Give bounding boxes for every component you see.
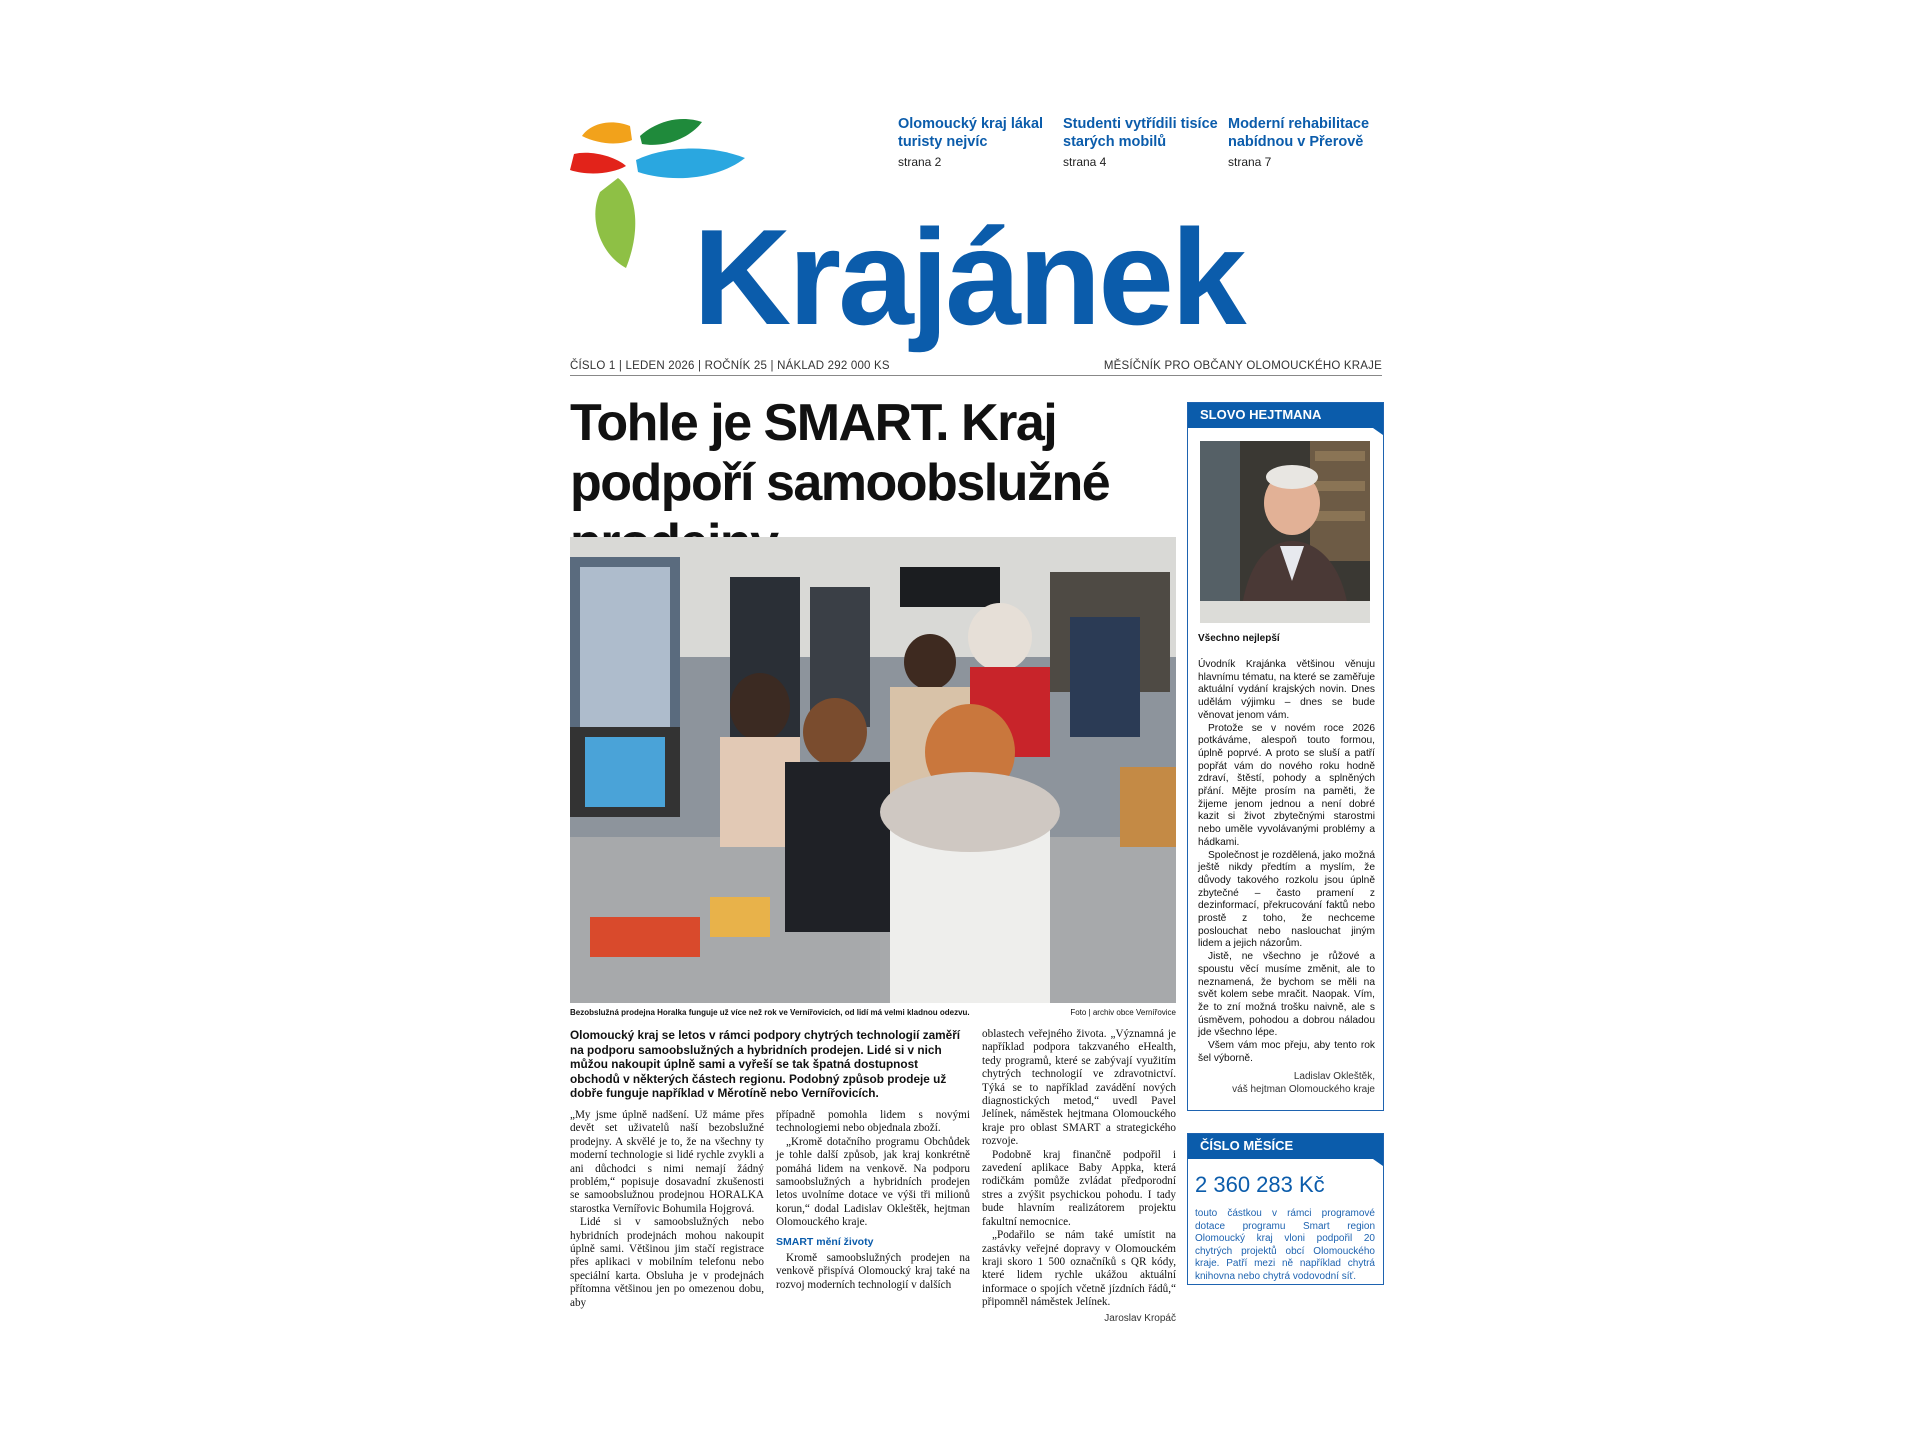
editorial-signature: [1198, 1070, 1375, 1096]
teaser-3[interactable]: [1228, 115, 1388, 169]
teaser-page: strana 2: [898, 155, 942, 169]
article-photo: [570, 537, 1176, 1003]
caption-text: Bezobslužná prodejna Horalka funguje už více než rok ve Vernířovicích, od lidí má velmi kladnou odezvu.: [570, 1008, 970, 1017]
editorial-text: [1198, 659, 1375, 1066]
newspaper-page: [570, 110, 1382, 1324]
teaser-1[interactable]: [898, 115, 1058, 169]
paragraph: Protože se v novém roce 2026 potkáváme, alespoň touto formou, úplně poprvé. A proto se sluší a patří popřát vám do nového roku hodně zdraví, štěstí, pohody a splněných přání. Mějte prosím na paměti, že žijeme jenom jednou a není dobré kazit si život zbytečnými starostmi nebo uměle vyvolávanými problémy a hádkami.: [1198, 722, 1375, 848]
number-of-month-box: [1187, 1133, 1384, 1285]
teaser-title: Moderní rehabilitace nabídnou v Přerově: [1228, 116, 1370, 150]
article-lead: Olomoucký kraj se letos v rámci podpory chytrých technologií zaměří na podporu samoobslužných a hybridních prodejen. Lidé si v nich můžou nakoupit úplně sami a vyřeší se tak špatná dostupnost obchodů v některých částech regionu. Podobný způsob prodeje už dobře funguje například v Měrotíně nebo Vernířovicích.: [570, 1028, 961, 1100]
photo-credit: Foto | archiv obce Vernířovice: [1070, 1008, 1176, 1017]
signature-name: Ladislav Okleštěk,: [1293, 1071, 1375, 1082]
paragraph: Všem vám moc přeju, aby tento rok šel výborně.: [1198, 1040, 1375, 1064]
teaser-page: strana 4: [1063, 155, 1107, 169]
paragraph: „My jsme úplně nadšení. Už máme přes devět set uživatelů naší bezobslužné prodejny. A skvělé je to, že na všechny ty moderní technologie si lidé rychle zvykli a ani důchodci s nimi nemají žádný problém,“ popisuje dosavadní zkušenosti se samoobslužnou prodejnou HORALKA starostka Vernířovic Bohumila Hojgrová.: [570, 1109, 764, 1215]
number-of-month-text: touto částkou v rámci programové dotace programu Smart region Olomoucký kraj vloni podpořil 20 chytrých projektů obcí Olomouckého kraje. Patří mezi ně například chytrá knihovna nebo chytrá vodovodní síť.: [1195, 1208, 1375, 1282]
masthead-title: Krajánek: [693, 201, 1244, 353]
paragraph: Kromě samoobslužných prodejen na venkově přispívá Olomoucký kraj také na rozvoj moderních technologií v dalších: [776, 1252, 970, 1291]
editorial-title: Všechno nejlepší: [1198, 633, 1280, 644]
publication-tagline: MĚSÍČNÍK PRO OBČANY OLOMOUCKÉHO KRAJE: [1103, 360, 1382, 372]
paragraph: Jistě, ne všechno je růžové a spoustu věcí musíme změnit, ale to neznamená, že bychom se měli na svět kolem sebe mračit. Naopak. Vím, že to zní možná trošku naivně, ale s úsměvem, pohodou a dobrou náladou jde všechno lépe.: [1198, 951, 1375, 1039]
number-of-month-value: 2 360 283 Kč: [1195, 1172, 1325, 1197]
article-subhead: SMART mění životy: [776, 1235, 874, 1248]
paragraph: Společnost je rozdělená, jako možná ještě nikdy předtím a myslím, že důvody takového rozkolu jsou úplně zbytečné – často pramení z dezinformací, překrucování faktů nebo prostě z toho, že nechceme poslouchat nebo naslouchat jiným lidem a jejich názorům.: [1198, 849, 1375, 950]
signature-role: váš hejtman Olomouckého kraje: [1232, 1084, 1375, 1095]
teaser-2[interactable]: [1063, 115, 1223, 169]
main-headline: Tohle je SMART. Kraj podpoří samoobslužné: [570, 394, 1110, 512]
issue-info: ČÍSLO 1 | LEDEN 2026 | ROČNÍK 25 | NÁKLAD 292 000 KS: [570, 360, 890, 372]
teaser-page: strana 7: [1228, 155, 1272, 169]
store-scene-image: [570, 537, 1176, 1003]
issue-info-bar: [570, 360, 1382, 376]
paragraph: oblastech veřejného života. „Významná je například podpora takzvaného eHealth, tedy programů, které se zabývají využitím chytrých technologií ve zdravotnictví. Týká se to například zavádění nových diagnostických metod,“ uvedl Pavel Jelínek, náměstek hejtmana Olomouckého kraje pro oblast SMART a strategického rozvoje.: [982, 1028, 1176, 1148]
governor-portrait: [1200, 441, 1370, 623]
governor-editorial-box: [1187, 402, 1384, 1111]
photo-caption: [570, 1008, 1176, 1017]
paragraph: Úvodník Krajánka většinou věnuju hlavnímu tématu, na které se zaměřuje aktuální vydání krajských novin. Dnes udělám výjimku – dnes se bude věnovat jenom vám.: [1198, 659, 1375, 721]
teaser-title: Studenti vytřídili tisíce starých mobilů: [1063, 116, 1218, 150]
number-box-heading: ČÍSLO MĚSÍCE: [1188, 1134, 1383, 1159]
article-column-1: [570, 1109, 764, 1310]
paragraph: případně pomohla lidem s novými technologiemi nebo objednala zboží.: [776, 1109, 970, 1135]
teaser-title: Olomoucký kraj lákal turisty nejvíc: [898, 116, 1044, 150]
article-column-3: [982, 1028, 1176, 1325]
paragraph: „Kromě dotačního programu Obchůdek je tohle další způsob, jak kraj konkrétně pomáhá lidem na venkově. Na podporu samoobslužných a hybridních prodejen letos uvolníme dotace ve výši tři milionů korun,“ dodal Ladislav Okleštěk, hejtman Olomouckého kraje.: [776, 1135, 970, 1229]
paragraph: „Podařilo se nám také umístit na zastávky veřejné dopravy v Olomouckém kraji skoro 1 500 označníků s QR kódy, které lidem rychle ukážou aktuální informace o spojích včetně jízdních řádů,“ připomněl náměstek Jelínek.: [982, 1229, 1176, 1309]
paragraph: Podobně kraj finančně podpořil i zavedení aplikace Baby Appka, která rodičkám pomůže zvládat předporodní stres a zvýšit psychickou pohodu. I tady bude hlavním realizátorem projektu fakultní nemocnice.: [982, 1148, 1176, 1228]
governor-photo-image: [1200, 441, 1370, 623]
article-column-2: [776, 1109, 970, 1292]
article-byline: Jaroslav Kropáč: [1104, 1312, 1176, 1324]
paragraph: Lidé si v samoobslužných nebo hybridních prodejnách mohou nakoupit úplně sami. Většinou jim stačí registrace přes aplikaci v mobilním telefonu nebo speciální karta. Obsluha je v prodejnách přítomna většinou jen po omezenou dobu, aby: [570, 1216, 764, 1309]
editorial-heading: SLOVO HEJTMANA: [1188, 403, 1383, 428]
